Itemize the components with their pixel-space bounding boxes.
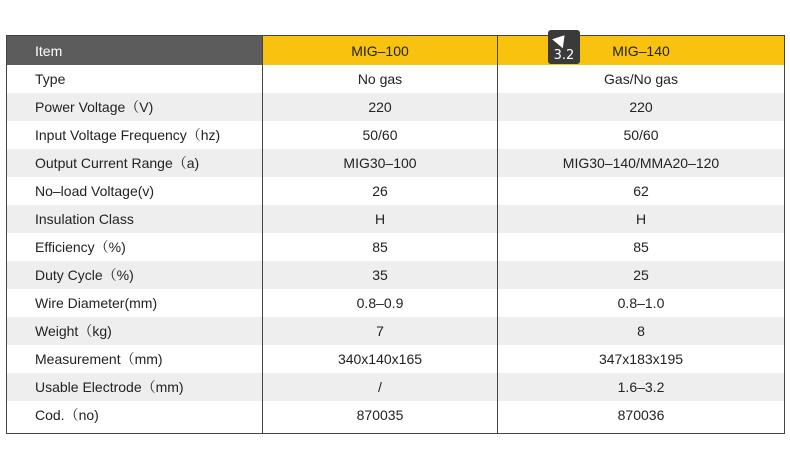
value-mig-140: 1.6–3.2 xyxy=(497,373,784,401)
table-row xyxy=(7,345,784,373)
row-label: Measurement（mm) xyxy=(35,351,163,367)
value-mig-140: 85 xyxy=(497,233,784,261)
row-label: Output Current Range（a) xyxy=(35,155,200,171)
table-row xyxy=(7,317,784,345)
row-label: Type xyxy=(35,71,66,87)
table-row xyxy=(7,373,784,401)
header-item: Item xyxy=(7,36,262,65)
row-label: Efficiency（%) xyxy=(35,239,126,255)
row-label: Insulation Class xyxy=(35,211,134,227)
value-mig-140: MIG30–140/MMA20–120 xyxy=(497,149,784,177)
value-mig-100: 0.8–0.9 xyxy=(262,289,497,317)
value-mig-140: H xyxy=(497,205,784,233)
badge-text: 3.2 xyxy=(553,48,575,63)
value-mig-100: 7 xyxy=(262,317,497,345)
value-mig-140: Gas/No gas xyxy=(497,65,784,93)
table-row xyxy=(7,121,784,149)
table-row xyxy=(7,261,784,289)
value-mig-100: No gas xyxy=(262,65,497,93)
value-mig-140: 62 xyxy=(497,177,784,205)
value-mig-100: H xyxy=(262,205,497,233)
value-mig-100: 340x140x165 xyxy=(262,345,497,373)
value-mig-100: 85 xyxy=(262,233,497,261)
row-label: Input Voltage Frequency（hz) xyxy=(35,127,221,143)
row-label: No–load Voltage(v) xyxy=(35,183,155,199)
value-mig-100: 220 xyxy=(262,93,497,121)
table-row xyxy=(7,65,784,93)
header-mig-100: MIG–100 xyxy=(262,36,497,65)
value-mig-140: 25 xyxy=(497,261,784,289)
header-mig-140: MIG–140 xyxy=(497,36,784,65)
table-row xyxy=(7,149,784,177)
table-row xyxy=(7,233,784,261)
value-mig-100: / xyxy=(262,373,497,401)
value-mig-100: 870035 xyxy=(262,401,497,433)
table-row xyxy=(7,401,784,433)
version-badge[interactable] xyxy=(548,30,580,64)
value-mig-140: 8 xyxy=(497,317,784,345)
row-label: Usable Electrode（mm) xyxy=(35,379,184,395)
value-mig-140: 220 xyxy=(497,93,784,121)
value-mig-100: MIG30–100 xyxy=(262,149,497,177)
table-row xyxy=(7,93,784,121)
table-header xyxy=(7,36,784,65)
row-label: Power Voltage（V) xyxy=(35,99,154,115)
spec-table xyxy=(6,35,785,434)
value-mig-100: 50/60 xyxy=(262,121,497,149)
table-row xyxy=(7,289,784,317)
table-row xyxy=(7,177,784,205)
value-mig-140: 870036 xyxy=(497,401,784,433)
row-label: Weight（kg) xyxy=(35,323,112,339)
value-mig-100: 26 xyxy=(262,177,497,205)
row-label: Duty Cycle（%) xyxy=(35,267,134,283)
value-mig-140: 347x183x195 xyxy=(497,345,784,373)
pen-icon xyxy=(552,31,570,48)
row-label: Wire Diameter(mm) xyxy=(35,295,158,311)
table-body xyxy=(7,65,784,433)
value-mig-100: 35 xyxy=(262,261,497,289)
value-mig-140: 0.8–1.0 xyxy=(497,289,784,317)
value-mig-140: 50/60 xyxy=(497,121,784,149)
table-row xyxy=(7,205,784,233)
row-label: Cod.（no) xyxy=(35,407,99,423)
